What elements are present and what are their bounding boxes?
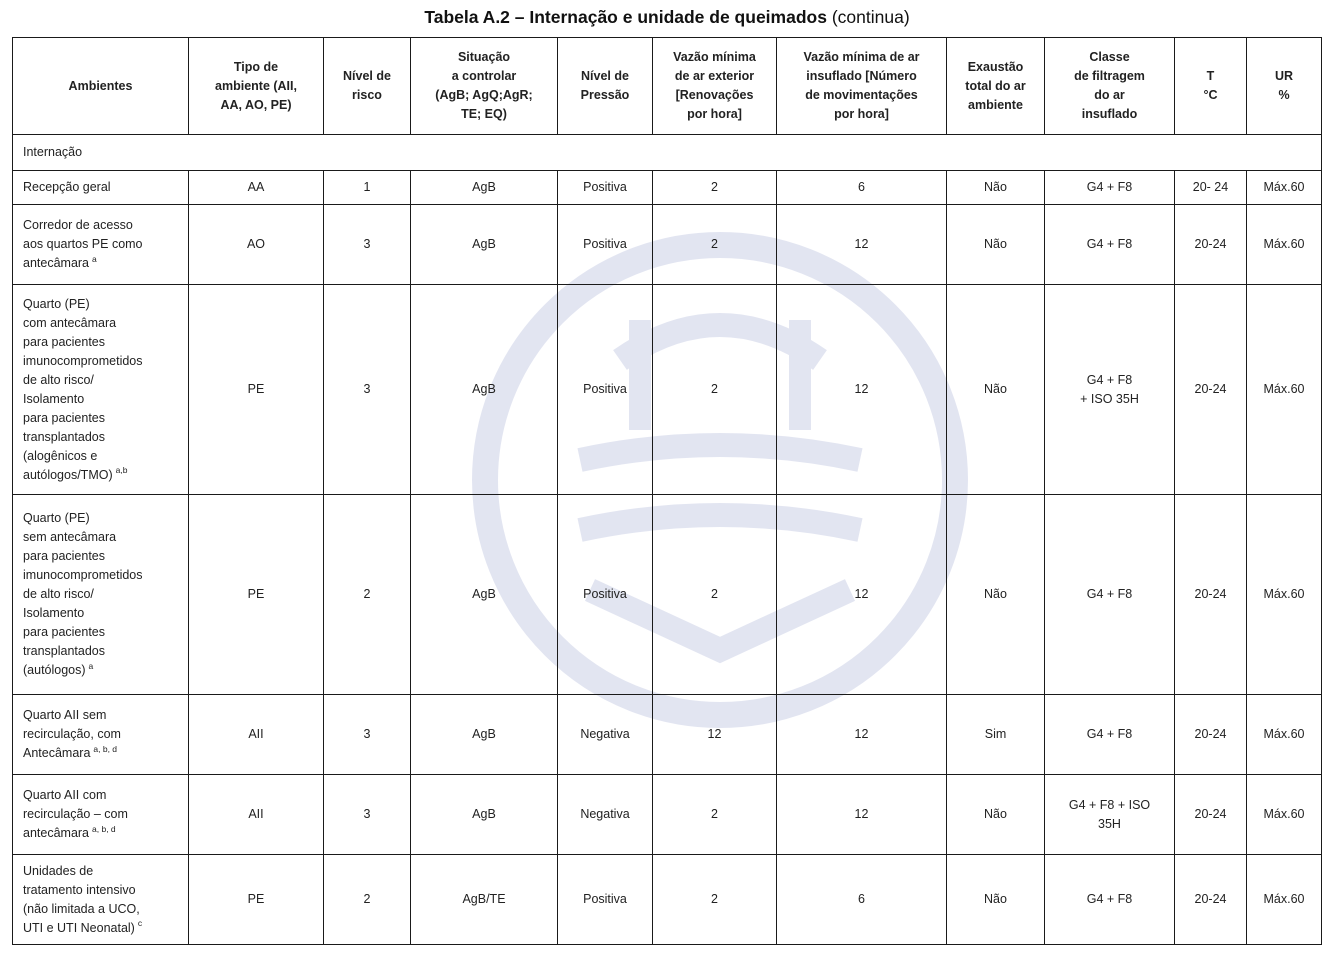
temperatura-cell: 20-24 — [1175, 855, 1247, 945]
situacao-cell: AgB — [411, 285, 558, 495]
table-row — [13, 855, 1322, 945]
vazao-exterior-cell: 12 — [653, 695, 777, 775]
risco-cell: 3 — [324, 775, 411, 855]
tipo-cell: PE — [189, 285, 324, 495]
pressao-cell: Positiva — [558, 171, 653, 205]
tipo-cell: PE — [189, 855, 324, 945]
situacao-cell: AgB/TE — [411, 855, 558, 945]
footnote-ref: a — [92, 253, 97, 264]
umidade-cell: Máx.60 — [1247, 775, 1322, 855]
table-title: Tabela A.2 – Internação e unidade de queimados — [424, 7, 827, 27]
vazao-exterior-cell: 2 — [653, 285, 777, 495]
pressao-cell: Positiva — [558, 855, 653, 945]
filtragem-cell: G4 + F8 + ISO 35H — [1045, 775, 1175, 855]
pressao-cell: Negativa — [558, 775, 653, 855]
exaustao-cell: Sim — [947, 695, 1045, 775]
header-situacao-controlar: Situação a controlar (AgB; AgQ;AgR; TE; EQ) — [411, 38, 558, 135]
filtragem-cell: G4 + F8 — [1045, 171, 1175, 205]
umidade-cell: Máx.60 — [1247, 855, 1322, 945]
ambiente-cell: Unidades de tratamento intensivo (não limitada a UCO, UTI e UTI Neonatal) $^c$ — [13, 855, 189, 945]
vazao-insuflado-cell: 12 — [777, 205, 947, 285]
footnote-ref: c — [137, 918, 143, 929]
table-continued-note: (continua) — [831, 7, 910, 27]
header-umidade-relativa: UR % — [1247, 38, 1322, 135]
situacao-cell: AgB — [411, 205, 558, 285]
vazao-exterior-cell: 2 — [653, 855, 777, 945]
header-vazao-ar-insuflado: Vazão mínima de ar insuflado [Número de movimentações por hora] — [777, 38, 947, 135]
pressao-cell: Positiva — [558, 285, 653, 495]
filtragem-cell: G4 + F8 — [1045, 495, 1175, 695]
table-row — [13, 171, 1322, 205]
exaustao-cell: Não — [947, 171, 1045, 205]
situacao-cell: AgB — [411, 495, 558, 695]
situacao-cell: AgB — [411, 695, 558, 775]
ambiente-cell: Quarto (PE) sem antecâmara para pacientes imunocomprometidos de alto risco/ Isolamento para pacientes transplantados (autólogos) $^a$ — [13, 495, 189, 695]
section-row — [13, 135, 1322, 171]
temperatura-cell: 20-24 — [1175, 205, 1247, 285]
ambiente-cell: Quarto AII com recirculação – com antecâmara $^{a, b, d}$ — [13, 775, 189, 855]
vazao-insuflado-cell: 6 — [777, 855, 947, 945]
tipo-cell: AA — [189, 171, 324, 205]
exaustao-cell: Não — [947, 205, 1045, 285]
ambiente-cell: Corredor de acesso aos quartos PE como antecâmara $^a$ — [13, 205, 189, 285]
risco-cell: 1 — [324, 171, 411, 205]
ambiente-cell: Quarto AII sem recirculação, com Antecâmara $^{a, b, d}$ — [13, 695, 189, 775]
tipo-cell: PE — [189, 495, 324, 695]
tipo-cell: AO — [189, 205, 324, 285]
risco-cell: 2 — [324, 855, 411, 945]
exaustao-cell: Não — [947, 855, 1045, 945]
tipo-cell: AII — [189, 775, 324, 855]
ambiente-cell: Quarto (PE) com antecâmara para pacientes imunocomprometidos de alto risco/ Isolamento para pacientes transplantados (alogênicos e autólogos/TMO) $^{a,b}$ — [13, 285, 189, 495]
vazao-insuflado-cell: 12 — [777, 285, 947, 495]
header-temperatura: T °C — [1175, 38, 1247, 135]
situacao-cell: AgB — [411, 775, 558, 855]
header-nivel-risco: Nível de risco — [324, 38, 411, 135]
temperatura-cell: 20-24 — [1175, 285, 1247, 495]
vazao-exterior-cell: 2 — [653, 171, 777, 205]
umidade-cell: Máx.60 — [1247, 695, 1322, 775]
filtragem-cell: G4 + F8 + ISO 35H — [1045, 285, 1175, 495]
footnote-ref: a — [88, 660, 94, 671]
vazao-insuflado-cell: 6 — [777, 171, 947, 205]
header-tipo-ambiente: Tipo de ambiente (AII, AA, AO, PE) — [189, 38, 324, 135]
exaustao-cell: Não — [947, 285, 1045, 495]
risco-cell: 2 — [324, 495, 411, 695]
table-row — [13, 695, 1322, 775]
header-nivel-pressao: Nível de Pressão — [558, 38, 653, 135]
filtragem-cell: G4 + F8 — [1045, 855, 1175, 945]
pressao-cell: Positiva — [558, 205, 653, 285]
vazao-exterior-cell: 2 — [653, 775, 777, 855]
risco-cell: 3 — [324, 205, 411, 285]
header-exaustao: Exaustão total do ar ambiente — [947, 38, 1045, 135]
vazao-insuflado-cell: 12 — [777, 775, 947, 855]
umidade-cell: Máx.60 — [1247, 285, 1322, 495]
footnote-ref: a, b, d — [93, 743, 118, 754]
table-row — [13, 205, 1322, 285]
section-label: Internação — [13, 135, 1322, 171]
temperatura-cell: 20-24 — [1175, 495, 1247, 695]
header-vazao-ar-exterior: Vazão mínima de ar exterior [Renovações por hora] — [653, 38, 777, 135]
risco-cell: 3 — [324, 695, 411, 775]
table-row — [13, 495, 1322, 695]
table-row — [13, 775, 1322, 855]
vazao-exterior-cell: 2 — [653, 495, 777, 695]
tipo-cell: AII — [189, 695, 324, 775]
umidade-cell: Máx.60 — [1247, 495, 1322, 695]
header-classe-filtragem: Classe de filtragem do ar insuflado — [1045, 38, 1175, 135]
situacao-cell: AgB — [411, 171, 558, 205]
exaustao-cell: Não — [947, 775, 1045, 855]
temperatura-cell: 20- 24 — [1175, 171, 1247, 205]
pressao-cell: Positiva — [558, 495, 653, 695]
vazao-insuflado-cell: 12 — [777, 495, 947, 695]
exaustao-cell: Não — [947, 495, 1045, 695]
umidade-cell: Máx.60 — [1247, 205, 1322, 285]
umidade-cell: Máx.60 — [1247, 171, 1322, 205]
vazao-exterior-cell: 2 — [653, 205, 777, 285]
ventilation-table — [12, 37, 1322, 945]
pressao-cell: Negativa — [558, 695, 653, 775]
footnote-ref: a, b, d — [92, 823, 116, 834]
filtragem-cell: G4 + F8 — [1045, 695, 1175, 775]
vazao-insuflado-cell: 12 — [777, 695, 947, 775]
table-row — [13, 285, 1322, 495]
temperatura-cell: 20-24 — [1175, 695, 1247, 775]
temperatura-cell: 20-24 — [1175, 775, 1247, 855]
ambiente-cell: Recepção geral — [13, 171, 189, 205]
footnote-ref: a,b — [115, 465, 128, 476]
risco-cell: 3 — [324, 285, 411, 495]
header-ambientes: Ambientes — [13, 38, 189, 135]
header-row — [13, 38, 1322, 135]
table-caption — [0, 4, 1334, 30]
filtragem-cell: G4 + F8 — [1045, 205, 1175, 285]
